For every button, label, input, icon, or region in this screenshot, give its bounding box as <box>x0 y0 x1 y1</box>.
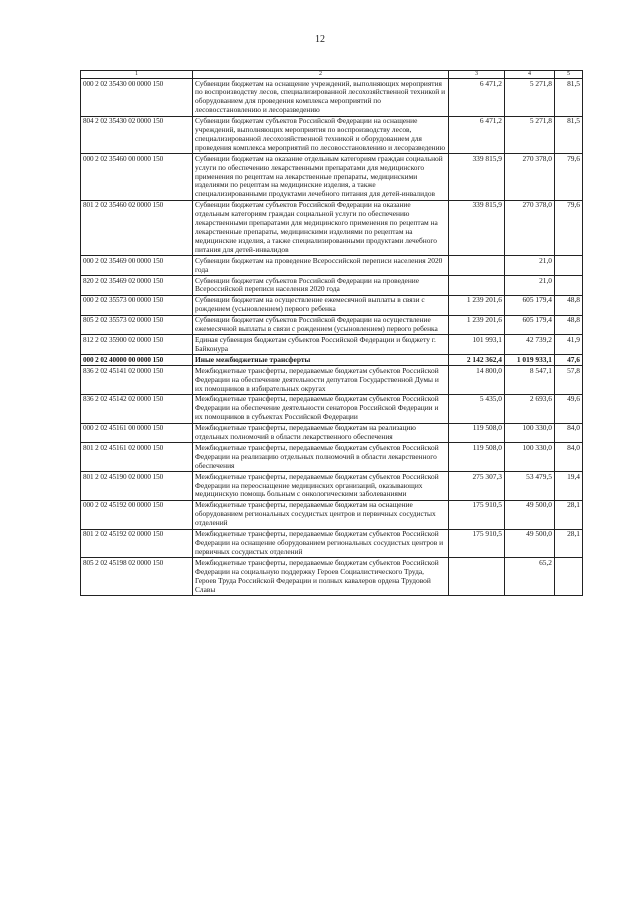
item-name-cell: Межбюджетные трансферты, передаваемые бюджетам субъектов Российской Федерации на оснащение оборудованием региональных сосудистых центров и первичных сосудистых отделений <box>193 529 449 558</box>
budget-code-cell: 836 2 02 45141 02 0000 150 <box>81 366 193 395</box>
plan-amount-cell <box>449 558 505 596</box>
plan-amount-cell: 14 800,0 <box>449 366 505 395</box>
table-row <box>81 154 583 201</box>
table-row <box>81 79 583 117</box>
item-name-cell: Субвенции бюджетам на оснащение учреждений, выполняющих мероприятия по воспроизводству лесов, специализированной лесохозяйственной техникой и оборудованием для проведения комплекса мероприятий по лесовосстановлению и лесоразведению <box>193 79 449 117</box>
column-number: 3 <box>449 71 505 79</box>
execution-percent-cell: 47,6 <box>555 355 583 366</box>
table-row <box>81 200 583 255</box>
table-row <box>81 355 583 366</box>
budget-table <box>80 70 583 596</box>
actual-amount-cell: 2 693,6 <box>505 394 555 423</box>
table-row <box>81 558 583 596</box>
actual-amount-cell: 21,0 <box>505 256 555 276</box>
actual-amount-cell: 605 179,4 <box>505 295 555 315</box>
execution-percent-cell <box>555 276 583 296</box>
actual-amount-cell: 42 739,2 <box>505 335 555 355</box>
column-number: 4 <box>505 71 555 79</box>
budget-code-cell: 000 2 02 45192 00 0000 150 <box>81 500 193 529</box>
item-name-cell: Субвенции бюджетам субъектов Российской Федерации на оснащение учреждений, выполняющих мероприятия по воспроизводству лесов, специализированной лесохозяйственной техникой и оборудованием для проведения комплекса мероприятий по лесовосстановлению и лесоразведению <box>193 116 449 154</box>
actual-amount-cell: 270 378,0 <box>505 200 555 255</box>
item-name-cell: Субвенции бюджетам субъектов Российской Федерации на оказание отдельным категориям граждан социальной услуги по обеспечению лекарственными препаратами для медицинского применения по рецептам на лекарственные препараты, медицинскими изделиями по рецептам на медицинские изделия, а также специализированными продуктами лечебного питания для детей-инвалидов <box>193 200 449 255</box>
actual-amount-cell: 5 271,8 <box>505 79 555 117</box>
plan-amount-cell: 5 435,0 <box>449 394 505 423</box>
actual-amount-cell: 49 500,0 <box>505 529 555 558</box>
plan-amount-cell: 275 307,3 <box>449 472 505 501</box>
plan-amount-cell: 119 508,0 <box>449 443 505 472</box>
table-row <box>81 500 583 529</box>
actual-amount-cell: 1 019 933,1 <box>505 355 555 366</box>
execution-percent-cell: 81,5 <box>555 79 583 117</box>
plan-amount-cell: 175 910,5 <box>449 500 505 529</box>
item-name-cell: Межбюджетные трансферты, передаваемые бюджетам субъектов Российской Федерации на обеспечение деятельности депутатов Государственной Думы и их помощников в избирательных округах <box>193 366 449 395</box>
execution-percent-cell: 84,0 <box>555 443 583 472</box>
execution-percent-cell: 41,9 <box>555 335 583 355</box>
execution-percent-cell: 79,6 <box>555 200 583 255</box>
plan-amount-cell: 1 239 201,6 <box>449 295 505 315</box>
budget-code-cell: 000 2 02 35430 00 0000 150 <box>81 79 193 117</box>
actual-amount-cell: 53 479,5 <box>505 472 555 501</box>
execution-percent-cell: 79,6 <box>555 154 583 201</box>
column-number: 1 <box>81 71 193 79</box>
actual-amount-cell: 270 378,0 <box>505 154 555 201</box>
item-name-cell: Субвенции бюджетам на проведение Всероссийской переписи населения 2020 года <box>193 256 449 276</box>
actual-amount-cell: 100 330,0 <box>505 423 555 443</box>
budget-code-cell: 812 2 02 35900 02 0000 150 <box>81 335 193 355</box>
item-name-cell: Межбюджетные трансферты, передаваемые бюджетам на реализацию отдельных полномочий в области лекарственного обеспечения <box>193 423 449 443</box>
budget-code-cell: 820 2 02 35469 02 0000 150 <box>81 276 193 296</box>
column-number: 5 <box>555 71 583 79</box>
actual-amount-cell: 21,0 <box>505 276 555 296</box>
budget-code-cell: 804 2 02 35430 02 0000 150 <box>81 116 193 154</box>
plan-amount-cell: 119 508,0 <box>449 423 505 443</box>
execution-percent-cell: 19,4 <box>555 472 583 501</box>
item-name-cell: Межбюджетные трансферты, передаваемые бюджетам субъектов Российской Федерации на реализацию отдельных полномочий в области лекарственного обеспечения <box>193 443 449 472</box>
budget-code-cell: 000 2 02 35469 00 0000 150 <box>81 256 193 276</box>
table-row <box>81 276 583 296</box>
execution-percent-cell: 84,0 <box>555 423 583 443</box>
execution-percent-cell <box>555 256 583 276</box>
item-name-cell: Субвенции бюджетам субъектов Российской Федерации на проведение Всероссийской переписи населения 2020 года <box>193 276 449 296</box>
item-name-cell: Единая субвенция бюджетам субъектов Российской Федерации и бюджету г. Байконура <box>193 335 449 355</box>
budget-code-cell: 805 2 02 35573 02 0000 150 <box>81 315 193 335</box>
execution-percent-cell <box>555 558 583 596</box>
actual-amount-cell: 5 271,8 <box>505 116 555 154</box>
execution-percent-cell: 28,1 <box>555 500 583 529</box>
item-name-cell: Иные межбюджетные трансферты <box>193 355 449 366</box>
execution-percent-cell: 81,5 <box>555 116 583 154</box>
item-name-cell: Субвенции бюджетам субъектов Российской Федерации на осуществление ежемесячной выплаты в связи с рождением (усыновлением) первого ребенка <box>193 315 449 335</box>
plan-amount-cell: 339 815,9 <box>449 154 505 201</box>
actual-amount-cell: 605 179,4 <box>505 315 555 335</box>
table-row <box>81 295 583 315</box>
table-row <box>81 443 583 472</box>
execution-percent-cell: 48,8 <box>555 315 583 335</box>
execution-percent-cell: 57,8 <box>555 366 583 395</box>
item-name-cell: Субвенции бюджетам на оказание отдельным категориям граждан социальной услуги по обеспечению лекарственными препаратами для медицинского применения по рецептам на лекарственные препараты, медицинскими изделиями по рецептам на медицинские изделия, а также специализированными продуктами лечебного питания для детей-инвалидов <box>193 154 449 201</box>
budget-code-cell: 805 2 02 45198 02 0000 150 <box>81 558 193 596</box>
column-number: 2 <box>193 71 449 79</box>
table-row <box>81 472 583 501</box>
budget-code-cell: 801 2 02 45190 02 0000 150 <box>81 472 193 501</box>
plan-amount-cell <box>449 256 505 276</box>
execution-percent-cell: 49,6 <box>555 394 583 423</box>
plan-amount-cell: 1 239 201,6 <box>449 315 505 335</box>
table-row <box>81 423 583 443</box>
budget-code-cell: 801 2 02 35460 02 0000 150 <box>81 200 193 255</box>
plan-amount-cell: 339 815,9 <box>449 200 505 255</box>
actual-amount-cell: 49 500,0 <box>505 500 555 529</box>
plan-amount-cell <box>449 276 505 296</box>
item-name-cell: Межбюджетные трансферты, передаваемые бюджетам субъектов Российской Федерации на обеспечение деятельности сенаторов Российской Федерации и их помощников в субъектах Российской Федерации <box>193 394 449 423</box>
budget-code-cell: 801 2 02 45192 02 0000 150 <box>81 529 193 558</box>
table-row <box>81 366 583 395</box>
plan-amount-cell: 101 993,1 <box>449 335 505 355</box>
table-row <box>81 315 583 335</box>
table-row <box>81 529 583 558</box>
item-name-cell: Межбюджетные трансферты, передаваемые бюджетам на оснащение оборудованием региональных сосудистых центров и первичных сосудистых отделений <box>193 500 449 529</box>
plan-amount-cell: 2 142 362,4 <box>449 355 505 366</box>
plan-amount-cell: 6 471,2 <box>449 116 505 154</box>
plan-amount-cell: 6 471,2 <box>449 79 505 117</box>
budget-code-cell: 000 2 02 40000 00 0000 150 <box>81 355 193 366</box>
column-number-row <box>81 71 583 79</box>
budget-code-cell: 000 2 02 35460 00 0000 150 <box>81 154 193 201</box>
budget-code-cell: 000 2 02 35573 00 0000 150 <box>81 295 193 315</box>
actual-amount-cell: 100 330,0 <box>505 443 555 472</box>
plan-amount-cell: 175 910,5 <box>449 529 505 558</box>
execution-percent-cell: 48,8 <box>555 295 583 315</box>
item-name-cell: Межбюджетные трансферты, передаваемые бюджетам субъектов Российской Федерации на социальную поддержку Героев Социалистического Труда, Героев Труда Российской Федерации и полных кавалеров ордена Трудовой Славы <box>193 558 449 596</box>
item-name-cell: Субвенции бюджетам на осуществление ежемесячной выплаты в связи с рождением (усыновлением) первого ребенка <box>193 295 449 315</box>
actual-amount-cell: 65,2 <box>505 558 555 596</box>
actual-amount-cell: 8 547,1 <box>505 366 555 395</box>
item-name-cell: Межбюджетные трансферты, передаваемые бюджетам субъектов Российской Федерации на переоснащение медицинских организаций, оказывающих медицинскую помощь больным с онкологическими заболеваниями <box>193 472 449 501</box>
table-row <box>81 335 583 355</box>
budget-code-cell: 836 2 02 45142 02 0000 150 <box>81 394 193 423</box>
table-row <box>81 116 583 154</box>
table-row <box>81 256 583 276</box>
table-row <box>81 394 583 423</box>
budget-code-cell: 000 2 02 45161 00 0000 150 <box>81 423 193 443</box>
execution-percent-cell: 28,1 <box>555 529 583 558</box>
page-number: 12 <box>315 34 325 45</box>
budget-code-cell: 801 2 02 45161 02 0000 150 <box>81 443 193 472</box>
